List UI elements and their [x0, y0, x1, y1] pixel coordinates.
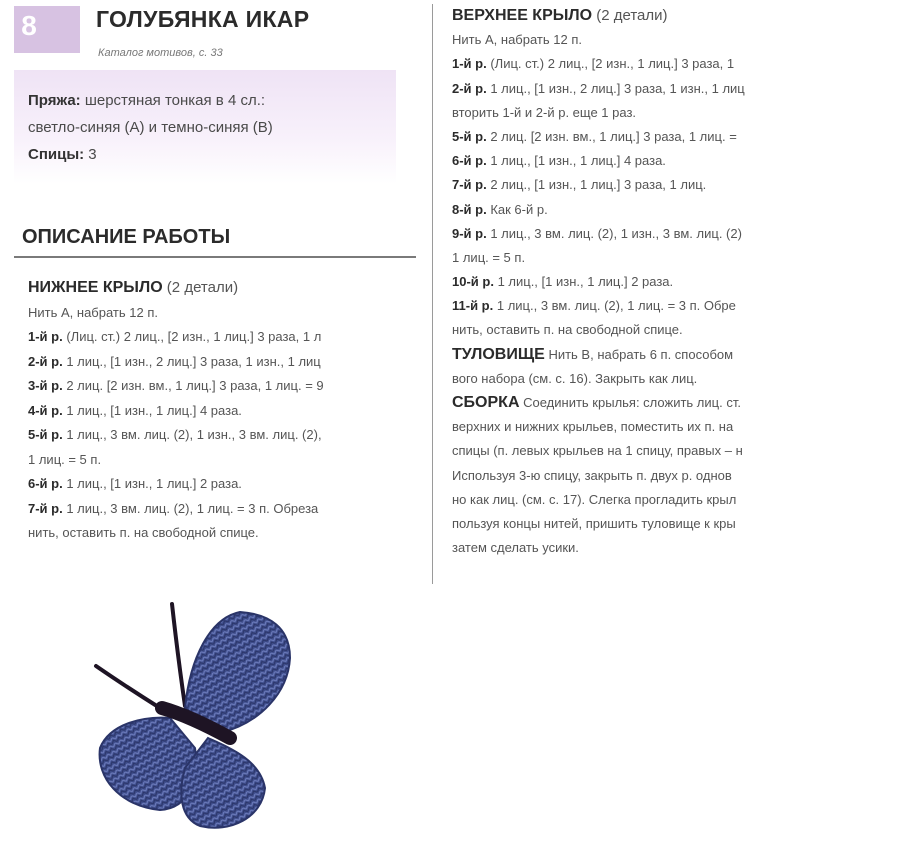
lower-wing-row: 1-й р. (Лиц. ст.) 2 лиц., [2 изн., 1 лиц.] 3 раза, 1 л	[28, 329, 322, 344]
upper-wing-row: 5-й р. 2 лиц. [2 изн. вм., 1 лиц.] 3 раза, 1 лиц. =	[452, 128, 737, 144]
assembly-line-1: СБОРКА Соединить крылья: сложить лиц. ст.	[452, 394, 741, 411]
upper-wing-row: 8-й р. Как 6-й р.	[452, 201, 548, 217]
lower-wing-cast-on: Нить А, набрать 12 п.	[28, 304, 158, 320]
needles-line	[28, 146, 273, 173]
lower-wing-count: (2 детали)	[162, 279, 239, 296]
lower-wing-row: 1 лиц. = 5 п.	[28, 451, 102, 467]
body-line-1: ТУЛОВИЩЕ Нить В, набрать 6 п. способом	[452, 345, 734, 363]
upper-wing-row: 9-й р. 1 лиц., 3 вм. лиц. (2), 1 изн., 3 вм. лиц. (2)	[452, 225, 742, 241]
upper-wing-row: 1 лиц. = 5 п.	[452, 249, 526, 265]
assembly-line-6: пользуя концы нитей, пришить туловище к кры	[452, 515, 736, 531]
upper-wing-row: вторить 1-й и 2-й р. еще 1 раз.	[452, 104, 637, 120]
materials-panel	[14, 70, 396, 184]
yarn-text-1: шерстяная тонкая в 4 сл.:	[80, 92, 266, 109]
right-column	[452, 4, 840, 560]
upper-wing-row: 2-й р. 1 лиц., [1 изн., 2 лиц.] 3 раза, 1 изн., 1 лиц	[452, 80, 745, 96]
antenna	[96, 666, 160, 708]
upper-wing-row: 1-й р. (Лиц. ст.) 2 лиц., [2 изн., 1 лиц.] 3 раза, 1	[452, 56, 735, 72]
upper-wing-row: нить, оставить п. на свободной спице.	[452, 322, 683, 338]
body-title: ТУЛОВИЩЕ	[452, 345, 545, 363]
description-divider	[14, 256, 416, 258]
lower-wing-row: 6-й р. 1 лиц., [1 изн., 1 лиц.] 2 раза.	[28, 476, 242, 491]
antenna	[172, 604, 185, 706]
pattern-number: 8	[21, 10, 37, 41]
yarn-label: Пряжа:	[28, 92, 81, 109]
assembly-line-3: спицы (п. левых крыльев на 1 спицу, правых – н	[452, 443, 743, 459]
column-divider	[432, 4, 433, 584]
assembly-title: СБОРКА	[452, 394, 520, 411]
lower-wing-row: 3-й р. 2 лиц. [2 изн. вм., 1 лиц.] 3 раза, 1 лиц. = 9	[28, 378, 324, 393]
pattern-title: ГОЛУБЯНКА ИКАР	[96, 6, 310, 32]
needles-label: Спицы:	[28, 146, 85, 163]
lower-wing-section	[28, 276, 416, 546]
assembly-line-2: верхних и нижних крыльев, поместить их п. на	[452, 419, 734, 435]
upper-wing-row: 6-й р. 1 лиц., [1 изн., 1 лиц.] 4 раза.	[452, 153, 666, 169]
assembly-line-5: но как лиц. (см. с. 17). Слегка прогладить крыл	[452, 491, 737, 507]
lower-wing-row: нить, оставить п. на свободной спице.	[28, 525, 259, 540]
assembly-line-4: Используя 3-ю спицу, закрыть п. двух р. однов	[452, 467, 732, 483]
upper-wing-heading	[452, 4, 840, 28]
lower-wing-row: 4-й р. 1 лиц., [1 изн., 1 лиц.] 4 раза.	[28, 402, 242, 418]
yarn-line-1	[28, 92, 273, 119]
pattern-number-badge	[14, 6, 80, 53]
upper-wing-count: (2 детали)	[592, 7, 668, 24]
butterfly-photo	[90, 598, 310, 838]
lower-wing-heading	[28, 276, 416, 301]
body-line-2: вого набора (см. с. 16). Закрыть как лиц.	[452, 370, 698, 386]
upper-wing-row: 11-й р. 1 лиц., 3 вм. лиц. (2), 1 лиц. = 3 п. Обре	[452, 298, 736, 314]
needles-value: 3	[84, 146, 97, 163]
lower-wing-row: 5-й р. 1 лиц., 3 вм. лиц. (2), 1 изн., 3 вм. лиц. (2),	[28, 427, 322, 442]
description-heading: ОПИСАНИЕ РАБОТЫ	[22, 226, 231, 248]
lower-wing-row: 7-й р. 1 лиц., 3 вм. лиц. (2), 1 лиц. = 3 п. Обреза	[28, 500, 319, 516]
upper-wing-title: ВЕРХНЕЕ КРЫЛО	[452, 7, 593, 24]
lower-wing-title: НИЖНЕЕ КРЫЛО	[28, 279, 163, 296]
catalog-reference: Каталог мотивов, с. 33	[98, 47, 223, 59]
upper-wing-cast-on: Нить А, набрать 12 п.	[452, 32, 582, 48]
lower-wing-row: 2-й р. 1 лиц., [1 изн., 2 лиц.] 3 раза, 1 изн., 1 лиц	[28, 353, 321, 369]
upper-wing-shape	[185, 612, 290, 733]
yarn-text-2: светло-синяя (А) и темно-синяя (В)	[28, 119, 273, 136]
upper-wing-row: 7-й р. 2 лиц., [1 изн., 1 лиц.] 3 раза, 1 лиц.	[452, 177, 707, 193]
assembly-line-7: затем сделать усики.	[452, 540, 579, 556]
upper-wing-row: 10-й р. 1 лиц., [1 изн., 1 лиц.] 2 раза.	[452, 274, 674, 290]
